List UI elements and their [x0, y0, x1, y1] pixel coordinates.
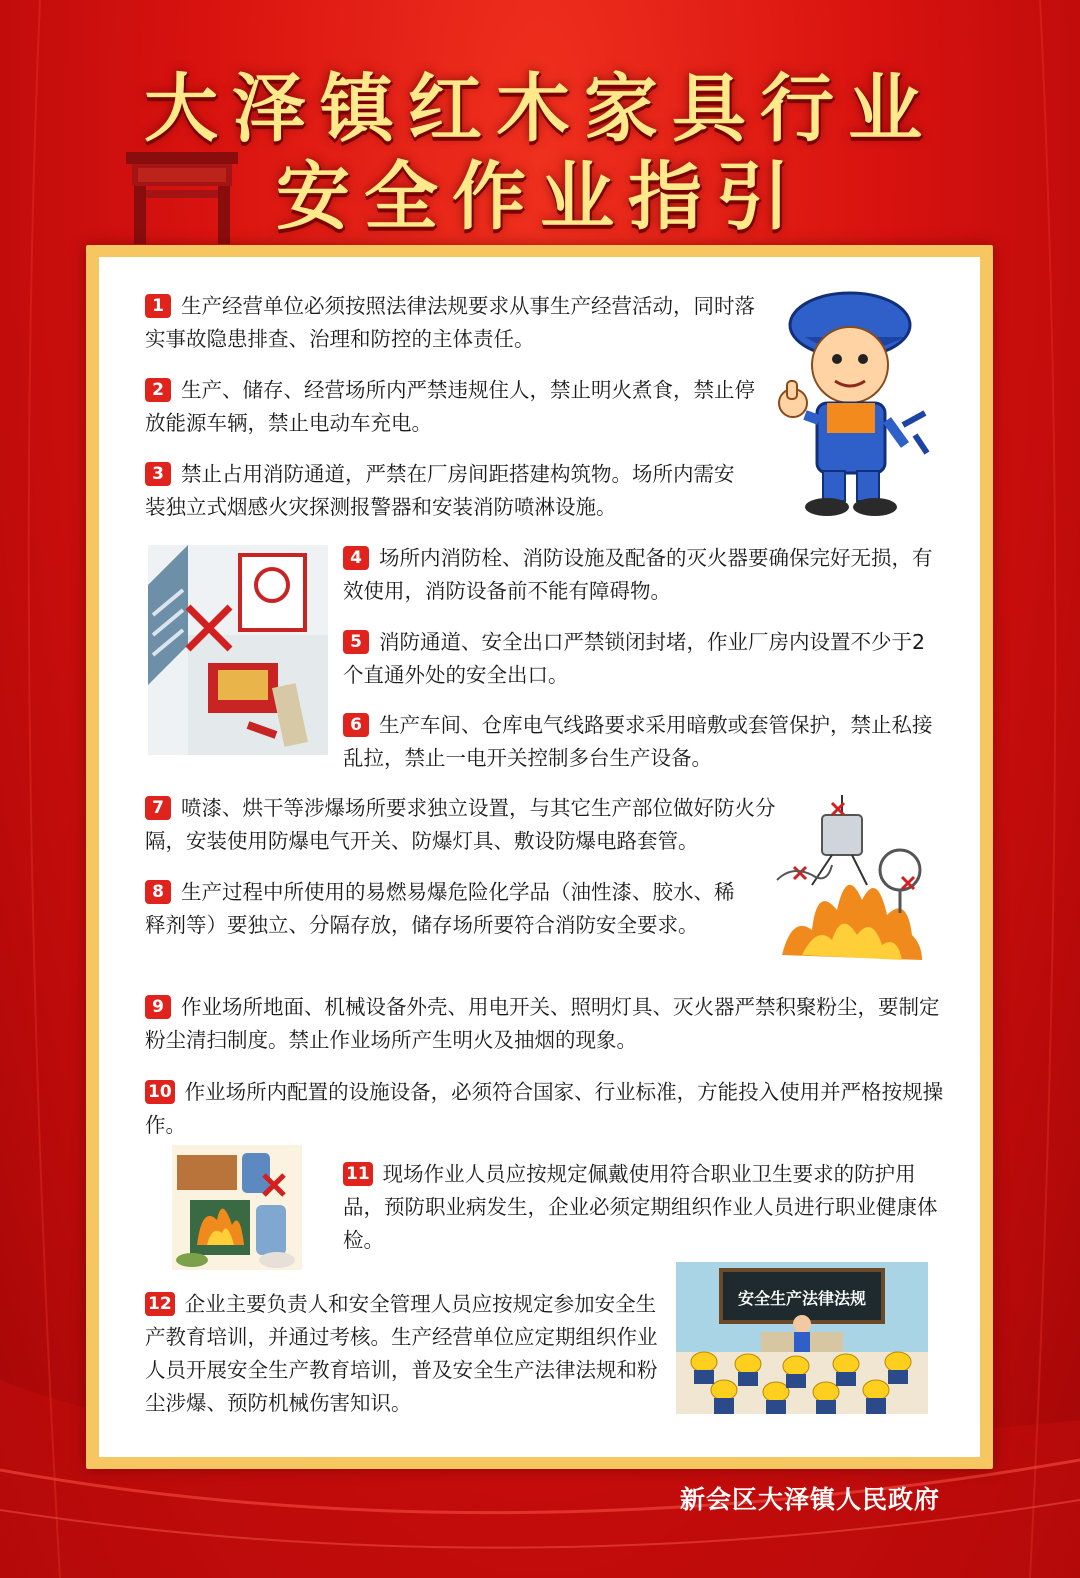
- guideline-item: [343, 709, 943, 775]
- guideline-item: [145, 1288, 665, 1420]
- worker-thumbs-up-icon: [765, 285, 935, 520]
- blocked-fire-hydrant-icon: [148, 545, 328, 755]
- item-text: 作业场所内配置的设施设备，必须符合国家、行业标准，方能投入使用并严格按规操作。: [145, 1080, 944, 1137]
- item-number-badge: 11: [343, 1162, 373, 1186]
- item-text: 生产、储存、经营场所内严禁违规住人，禁止明火煮食，禁止停放能源车辆，禁止电动车充电。: [145, 378, 755, 435]
- blackboard-title: 安全生产法律法规: [737, 1289, 867, 1308]
- page-title-line2: 安全作业指引: [276, 154, 804, 240]
- item-number-badge: 8: [145, 880, 171, 904]
- item-text: 作业场所地面、机械设备外壳、用电开关、照明灯具、灭火器严禁积聚粉尘，要制定粉尘清扫制度。禁止作业场所产生明火及抽烟的现象。: [145, 995, 940, 1052]
- guideline-item: [145, 1076, 945, 1142]
- item-number-badge: 4: [343, 546, 369, 570]
- guideline-item: [343, 1158, 943, 1257]
- item-number-badge: 7: [145, 796, 171, 820]
- item-text: 现场作业人员应按规定佩戴使用符合职业卫生要求的防护用品，预防职业病发生，企业必须定期组织作业人员进行职业健康体检。: [343, 1162, 938, 1252]
- item-number-badge: 5: [343, 630, 369, 654]
- item-number-badge: 9: [145, 995, 171, 1019]
- guideline-item: [145, 458, 745, 524]
- item-number-badge: 10: [145, 1080, 175, 1104]
- issuer-footer: 新会区大泽镇人民政府: [679, 1485, 940, 1514]
- electrical-fire-icon: [772, 795, 930, 965]
- safety-training-class-icon: [676, 1262, 928, 1414]
- item-text: 喷漆、烘干等涉爆场所要求独立设置，与其它生产部位做好防火分隔，安装使用防爆电气开关、防爆灯具、敷设防爆电路套管。: [145, 796, 776, 853]
- item-number-badge: 2: [145, 378, 171, 402]
- guideline-item: [145, 991, 945, 1057]
- item-number-badge: 12: [145, 1292, 175, 1316]
- chemical-fire-hazard-icon: [172, 1145, 302, 1270]
- page-title-line1: 大泽镇红木家具行业: [144, 66, 936, 152]
- item-text: 企业主要负责人和安全管理人员应按规定参加安全生产教育培训，并通过考核。生产经营单位应定期组织作业人员开展安全生产教育培训，普及安全生产法律法规和粉尘涉爆、预防机械伤害知识。: [145, 1292, 658, 1415]
- guideline-item: [145, 290, 755, 356]
- guideline-item: [343, 542, 943, 608]
- guideline-item: [145, 374, 755, 440]
- item-text: 场所内消防栓、消防设施及配备的灭火器要确保完好无损，有效使用，消防设备前不能有障碍物。: [343, 546, 933, 603]
- item-text: 生产经营单位必须按照法律法规要求从事生产经营活动，同时落实事故隐患排查、治理和防控的主体责任。: [145, 294, 755, 351]
- guideline-item: [145, 876, 745, 942]
- item-text: 消防通道、安全出口严禁锁闭封堵，作业厂房内设置不少于2个直通外处的安全出口。: [343, 630, 926, 687]
- item-text: 生产过程中所使用的易燃易爆危险化学品（油性漆、胶水、稀释剂等）要独立、分隔存放，储存场所要符合消防安全要求。: [145, 880, 735, 937]
- guideline-item: [145, 792, 785, 858]
- item-number-badge: 1: [145, 294, 171, 318]
- item-text: 生产车间、仓库电气线路要求采用暗敷或套管保护，禁止私接乱拉，禁止一电开关控制多台生产设备。: [343, 713, 933, 770]
- item-text: 禁止占用消防通道，严禁在厂房间距搭建构筑物。场所内需安装独立式烟感火灾探测报警器和安装消防喷淋设施。: [145, 462, 735, 519]
- guideline-item: [343, 626, 943, 692]
- item-number-badge: 6: [343, 713, 369, 737]
- item-number-badge: 3: [145, 462, 171, 486]
